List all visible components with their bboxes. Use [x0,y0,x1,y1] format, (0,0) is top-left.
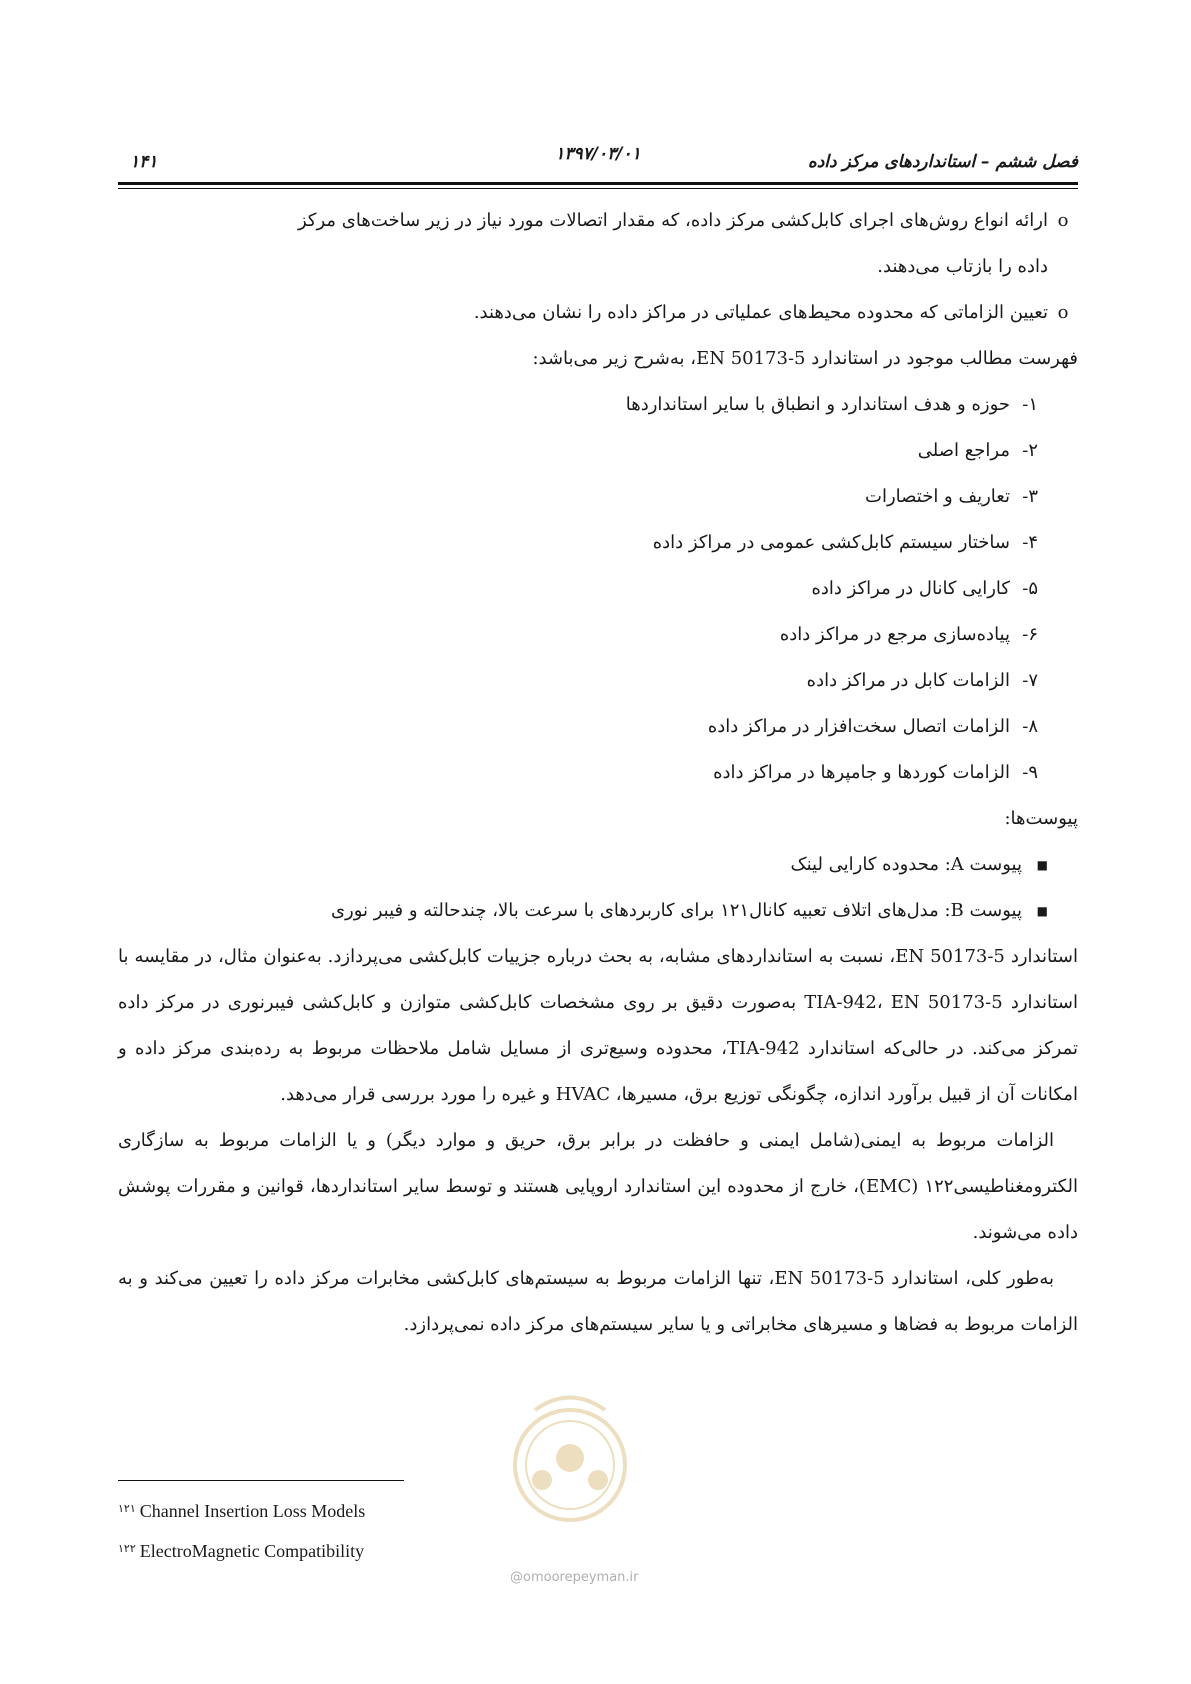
header-rule-thick [118,182,1078,185]
toc-item [118,474,1078,520]
bullet-text: ارائه انواع روش‌های اجرای کابل‌کشی مرکز داده، که مقدار اتصالات مورد نیاز در زیر ساخت‌های مرکز [297,210,1048,231]
toc-number: ۵- [1022,578,1038,599]
toc-intro: فهرست مطالب موجود در استاندارد EN 50173-5، به‌شرح زیر می‌باشد: [532,348,1078,369]
toc-item [118,612,1078,658]
toc-item [118,658,1078,704]
toc-number: ۱- [1022,394,1038,415]
toc-text: تعاریف و اختصارات [865,486,1010,507]
toc-item [118,750,1078,796]
body-paragraph: الزامات مربوط به ایمنی(شامل ایمنی و حافظت در برابر برق، حریق و موارد دیگر) و یا الزامات مربوط به سازگاری الکترومغناطیسی۱۲۲ (EMC)، خارج از محدوده این استاندارد اروپایی هستند و توسط سایر استانداردها، قوانین و مقررات پوشش داده می‌شوند. [118,1130,1078,1243]
toc-item [118,704,1078,750]
toc-text: کارایی کانال در مراکز داده [811,578,1010,599]
bullet-item [118,290,1078,336]
header-rule-thin [118,188,1078,189]
toc-number: ۷- [1022,670,1038,691]
toc-text: الزامات اتصال سخت‌افزار در مراکز داده [707,716,1010,737]
bullet-item [118,198,1078,290]
toc-text: پیاده‌سازی مرجع در مراکز داده [779,624,1010,645]
bullet-marker: o [1057,210,1069,231]
toc-number: ۸- [1022,716,1038,737]
chapter-title: فصل ششم – استانداردهای مرکز داده [807,152,1078,172]
toc-number: ۴- [1022,532,1038,553]
toc-item [118,382,1078,428]
bullet-marker: o [1057,302,1069,323]
header-date: ۱۳۹۷/۰۳/۰۱ [555,144,641,164]
appendix-text: پیوست A: محدوده کارایی لینک [790,854,1022,875]
toc-item [118,428,1078,474]
page-header [118,144,1078,180]
toc-text: الزامات کابل در مراکز داده [806,670,1010,691]
toc-text: ساختار سیستم کابل‌کشی عمومی در مراکز داده [652,532,1010,553]
footnote-number: ۱۲۱ [118,1503,136,1515]
body-paragraph: استاندارد EN 50173-5، نسبت به استانداردهای مشابه، به بحث درباره جزییات کابل‌کشی می‌پردازد. به‌عنوان مثال، در مقایسه با استاندارد TIA-942، EN 50173-5 به‌صورت دقیق بر روی مشخصات کابل‌کشی متوازن و کابل‌کشی فیبرنوری در مرکز داده تمرکز می‌کند. در حالی‌که استاندارد TIA-942، محدوده وسیع‌تری از مسایل شامل ملاحظات مربوط به رده‌بندی مرکز داده و امکانات آن از قبیل برآورد اندازه، چگونگی توزیع برق، مسیرها، HVAC و غیره را مورد بررسی قرار می‌دهد. [118,946,1079,1105]
appendix-item [118,888,1078,934]
appendices-title: پیوست‌ها: [1004,808,1078,829]
footnote [118,1490,518,1530]
footnote-text: Channel Insertion Loss Models [139,1501,366,1521]
bullet-text: تعیین الزاماتی که محدوده محیط‌های عملیاتی در مراکز داده را نشان می‌دهند. [473,302,1048,323]
footnote-rule [118,1480,404,1481]
footnote-number: ۱۲۲ [118,1543,136,1555]
toc-item [118,520,1078,566]
square-bullet-icon: ■ [1036,858,1048,872]
toc-text: مراجع اصلی [917,440,1010,461]
toc-number: ۶- [1022,624,1038,645]
appendix-text: پیوست B: مدل‌های اتلاف تعبیه کانال۱۲۱ برای کاربردهای با سرعت بالا، چندحالته و فیبر نوری [330,900,1022,921]
footnotes [118,1490,518,1570]
toc-text: الزامات کوردها و جامپرها در مراکز داده [713,762,1010,783]
toc-text: حوزه و هدف استاندارد و انطباق با سایر استانداردها [625,394,1010,415]
page-number: ۱۴۱ [130,152,158,172]
square-bullet-icon: ■ [1036,904,1048,918]
body-paragraph: به‌طور کلی، استاندارد EN 50173-5، تنها الزامات مربوط به سیستم‌های کابل‌کشی مخابرات مرکز داده را تعیین می‌کند و به الزامات مربوط به فضاها و مسیرهای مخابراتی و یا سایر سیستم‌های مرکز داده نمی‌پردازد. [118,1268,1078,1335]
toc-number: ۹- [1022,762,1038,783]
toc-number: ۳- [1022,486,1038,507]
bullet-text: داده را بازتاب می‌دهند. [877,256,1048,277]
toc-item [118,566,1078,612]
toc-number: ۲- [1022,440,1038,461]
footnote-text: ElectroMagnetic Compatibility [139,1541,365,1561]
footnote [118,1530,518,1570]
appendix-item [118,842,1078,888]
page-body [118,198,1078,1348]
watermark-text: @omoorepeyman.ir [510,1570,639,1585]
watermark-logo [500,1380,640,1530]
